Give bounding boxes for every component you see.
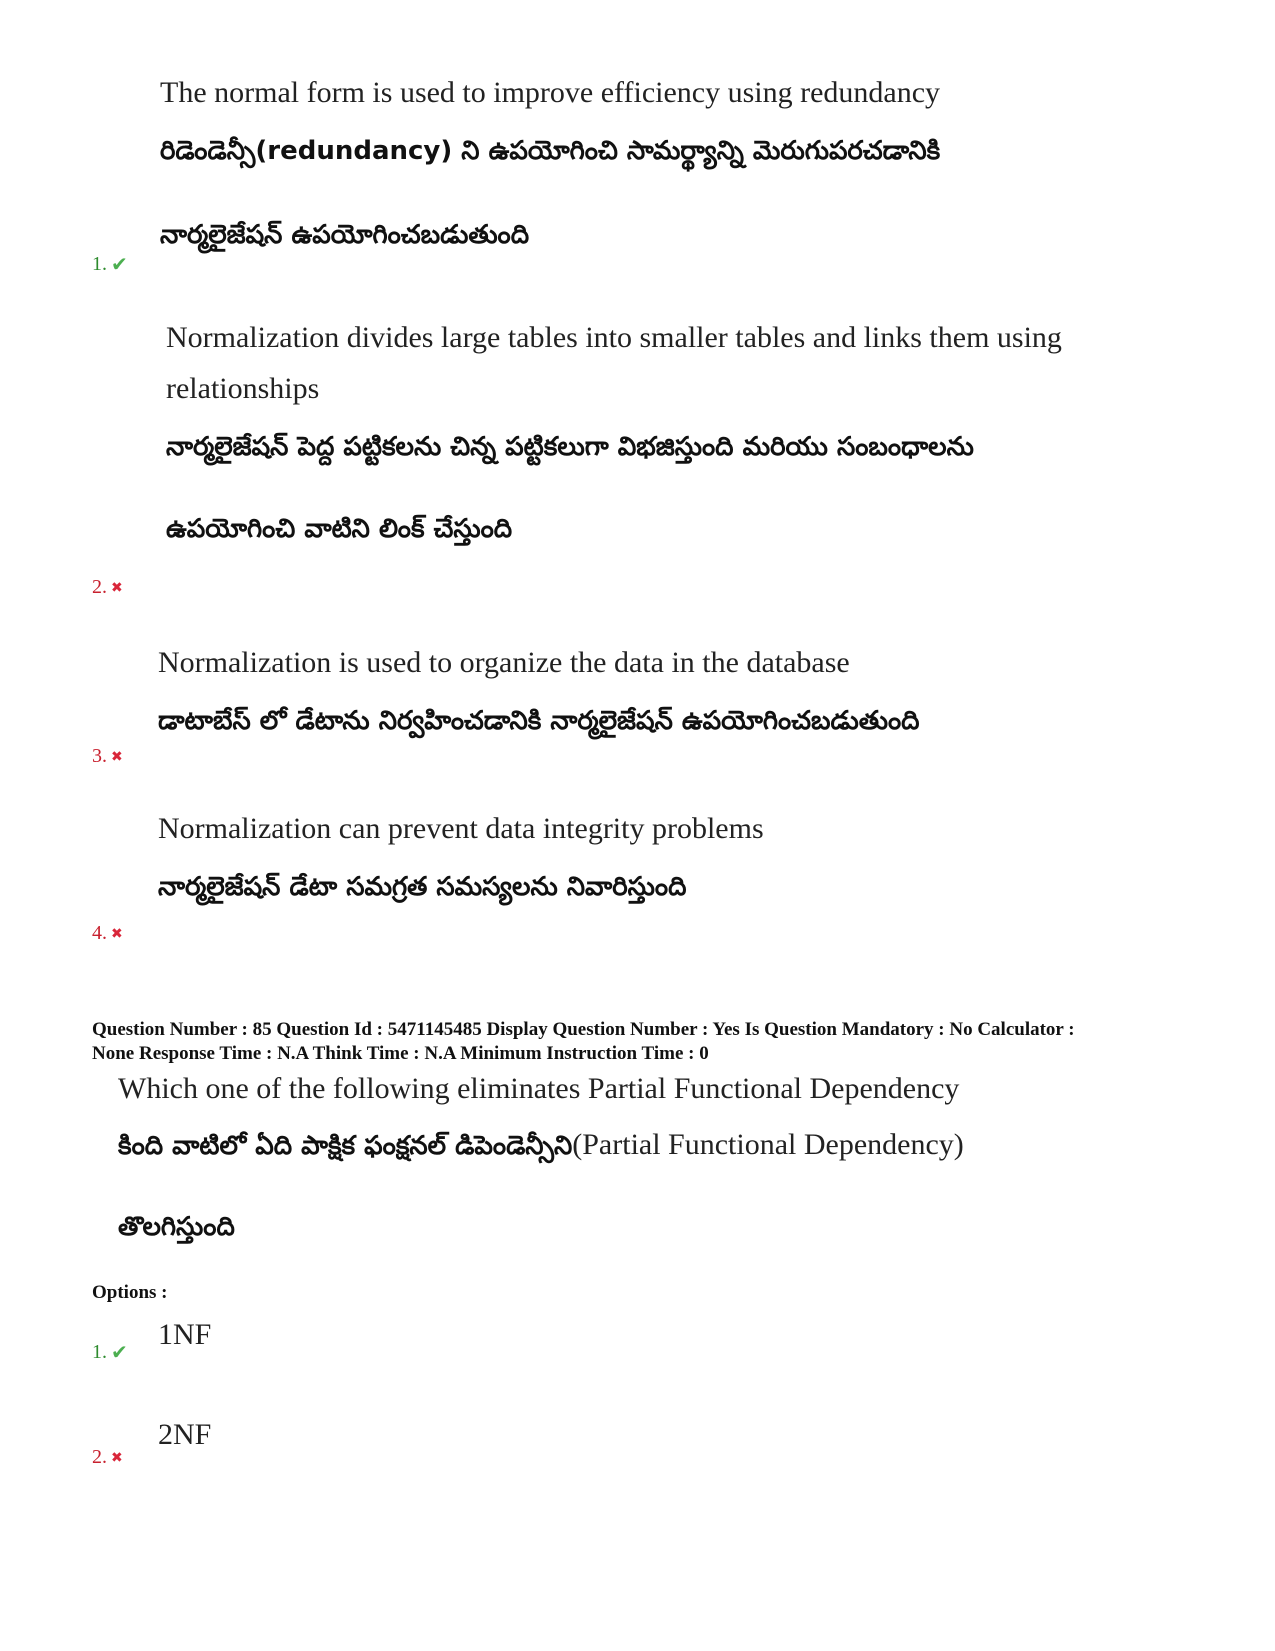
question-metadata — [92, 1018, 1212, 1066]
option-3-text-en: Normalization is used to organize the data in the database — [158, 646, 850, 679]
option-number: 3. — [92, 745, 107, 767]
question-text-te-english-part: (Partial Functional Dependency) — [572, 1128, 964, 1161]
option-1-text-te-2: నార్మలైజేషన్ ఉపయోగించబడుతుంది — [160, 220, 530, 250]
option-number: 4. — [92, 922, 107, 944]
current-option-1-marker — [92, 1340, 128, 1364]
question-metadata-line-2: None Response Time : N.A Think Time : N.A Minimum Instruction Time : 0 — [92, 1043, 709, 1064]
current-option-2-text: 2NF — [158, 1418, 212, 1451]
cross-mark-icon: ✖ — [111, 748, 123, 765]
option-number: 2. — [92, 1446, 107, 1468]
option-4-text-en: Normalization can prevent data integrity problems — [158, 812, 764, 845]
question-metadata-line-1: Question Number : 85 Question Id : 5471145485 Display Question Number : Yes Is Question Mandatory : No Calculator : — [92, 1019, 1075, 1040]
cross-mark-icon: ✖ — [111, 925, 123, 942]
option-number: 1. — [92, 1340, 107, 1363]
check-mark-icon: ✔ — [111, 252, 128, 276]
check-mark-icon: ✔ — [111, 1340, 128, 1364]
option-2-text-te-2: ఉపయోగించి వాటిని లింక్ చేస్తుంది — [166, 514, 513, 544]
question-text-te-2: తొలగిస్తుంది — [118, 1212, 235, 1242]
question-text-te — [118, 1128, 964, 1167]
current-option-1-text: 1NF — [158, 1318, 212, 1351]
option-3-text-te: డాటాబేస్ లో డేటాను నిర్వహించడానికి నార్మలైజేషన్ ఉపయోగించబడుతుంది — [158, 706, 920, 736]
option-2-text-te: నార్మలైజేషన్ పెద్ద పట్టికలను చిన్న పట్టికలుగా విభజిస్తుంది మరియు సంబంధాలను — [166, 432, 974, 462]
cross-mark-icon: ✖ — [111, 1449, 123, 1466]
option-2-text-en: Normalization divides large tables into smaller tables and links them using — [166, 321, 1062, 354]
option-4-marker — [92, 922, 123, 945]
option-1-text-te: రిడెండెన్సీ(redundancy) ని ఉపయోగించి సామర్థ్యాన్ని మెరుగుపరచడానికి — [160, 136, 941, 166]
option-4-text-te: నార్మలైజేషన్ డేటా సమగ్రత సమస్యలను నివారిస్తుంది — [158, 872, 687, 902]
cross-mark-icon: ✖ — [111, 579, 123, 596]
question-text-en: Which one of the following eliminates Partial Functional Dependency — [118, 1072, 960, 1105]
option-2-text-en-2: relationships — [166, 372, 320, 405]
option-2-marker — [92, 576, 123, 599]
question-text-te-part: కింది వాటిలో ఏది పాక్షిక ఫంక్షనల్ డిపెండెన్సీని — [118, 1131, 573, 1161]
option-number: 1. — [92, 252, 107, 275]
option-1-marker — [92, 252, 128, 276]
options-label: Options : — [92, 1282, 168, 1303]
option-3-marker — [92, 745, 123, 768]
option-number: 2. — [92, 576, 107, 598]
option-1-text-en: The normal form is used to improve efficiency using redundancy — [160, 76, 941, 109]
current-option-2-marker — [92, 1446, 123, 1469]
